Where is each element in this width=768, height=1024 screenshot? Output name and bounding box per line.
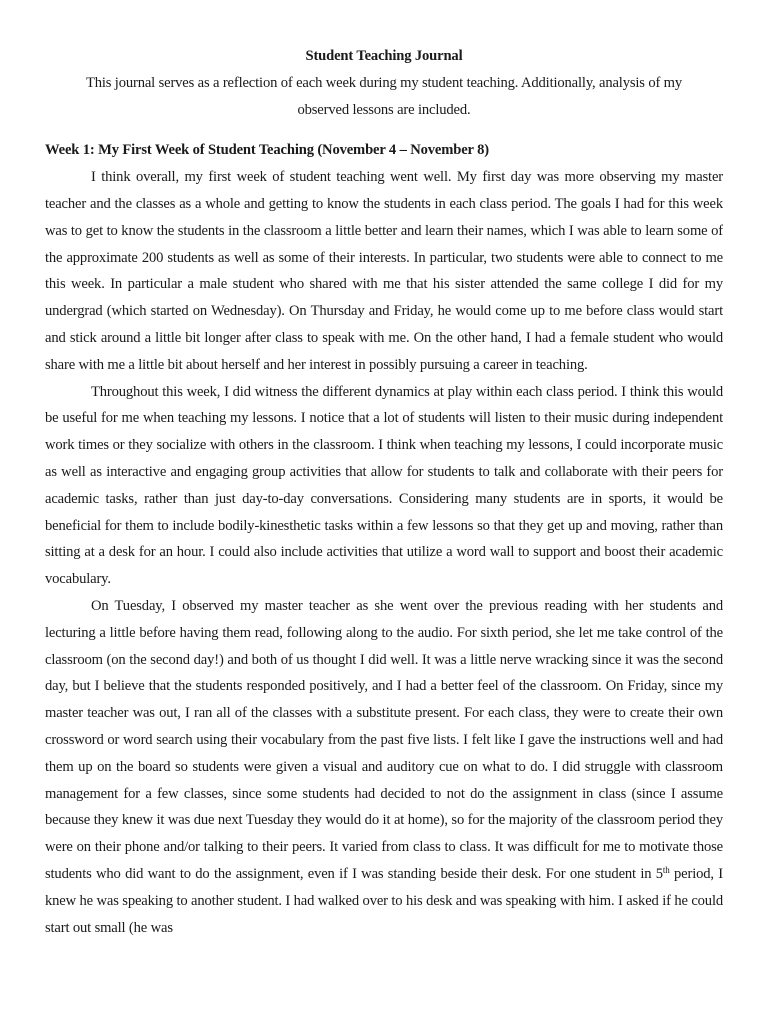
paragraph-3-text-start: On Tuesday, I observed my master teacher as she went over the previous reading with her students and lecturing a little before having them read, following along to the audio. For sixth period, she let me take control of the classroom (on the second day!) and both of us thought I did well. It was a little nerve wracking since it was the second day, but I believe that the students responded positively, and I had a better feel of the classroom. On Friday, since my master teacher was out, I ran all of the classes with a substitute present. For each class, they were to create their own crossword or word search using their vocabulary from the past five lists. I felt like I gave the instructions well and had them up on the board so students were given a visual and auditory cue on what to do. I did struggle with classroom management for a few classes, since some students had decided to not do the assignment in class (since I assume because they knew it was due next Tuesday they would do it at home), so for the majority of the classroom period they were on their phone and/or talking to their peers. It varied from class to class. It was difficult for me to motivate those students who did want to do the assignment, even if I was standing beside their desk. For one student in 5 [45,597,723,882]
week1-heading: Week 1: My First Week of Student Teaching (November 4 – November 8) [45,142,489,159]
document-intro: This journal serves as a reflection of each week during my student teaching. Additionally, analysis of my observed lessons are included. [85,74,683,118]
ordinal-suffix: th [662,864,670,875]
week1-paragraph-2: Throughout this week, I did witness the different dynamics at play within each class period. I think this would be useful for me when teaching my lessons. I notice that a lot of students will listen to their music during independent work times or they socialize with others in the classroom. I think when teaching my lessons, I could incorporate music as well as interactive and engaging group activities that allow for students to talk and collaborate with their peers for academic tasks, rather than just day-to-day conversations. Considering many students are in sports, it would be beneficial for them to include bodily-kinesthetic tasks within a few lessons so that they get up and moving, rather than sitting at a desk for an hour. I could also include activities that utilize a word wall to support and boost their academic vocabulary. [45,383,723,588]
document-title: Student Teaching Journal [305,48,463,64]
week1-paragraph-3 [45,593,723,941]
week1-paragraph-1: I think overall, my first week of student teaching went well. My first day was more observing my master teacher and the classes as a whole and getting to know the students in each class period. The goals I had for this week was to get to know the students in the classroom a little better and learn their names, which I was able to learn some of the approximate 200 students as well as some of their interests. In particular, two students were able to connect to me this week. In particular a male student who shared with me that his sister attended the same college I did for my undergrad (which started on Wednesday). On Thursday and Friday, he would come up to me before class would start and stick around a little bit longer after class to speak with me. On the other hand, I had a female student who would share with me a little bit about herself and her interest in possibly pursuing a career in teaching. [45,169,723,373]
journal-page [45,40,723,1024]
paragraph-3-text-end: period, I knew he was speaking to another student. I had walked over to his desk and was speaking with him. I asked if he could start out small (he was [45,865,723,936]
